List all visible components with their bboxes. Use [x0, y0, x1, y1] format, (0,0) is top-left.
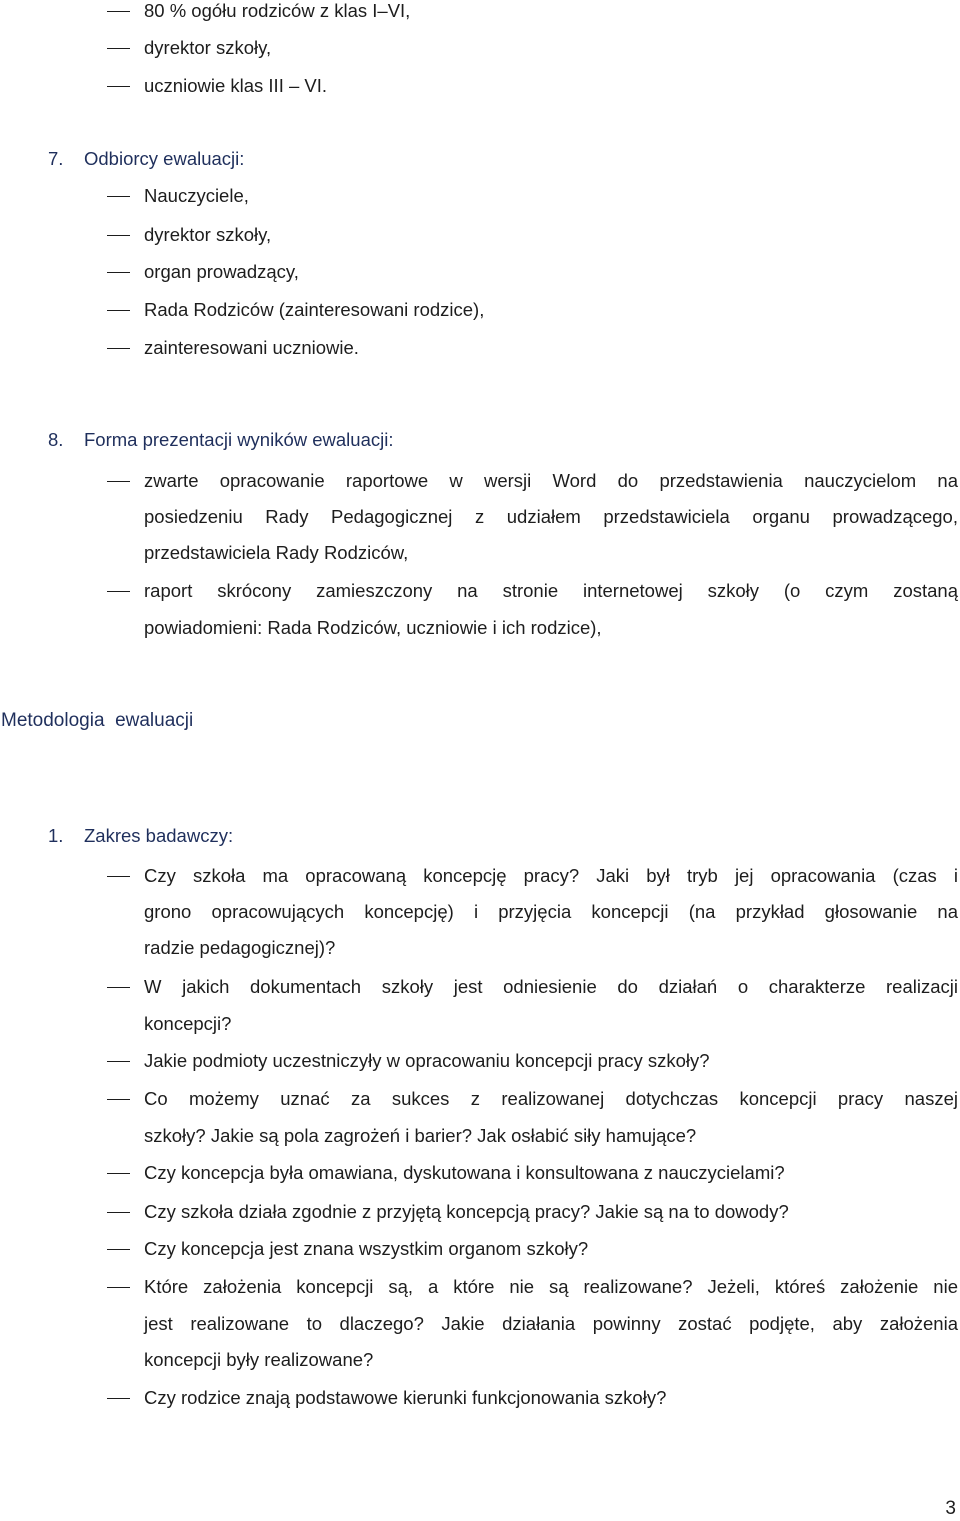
methodology-title: Metodologia ewaluacji	[1, 710, 194, 731]
list-dash	[107, 310, 130, 311]
question-line: grono opracowujących koncepcję) i przyjęcia koncepcji (na przykład głosowanie na	[144, 901, 958, 922]
list-dash	[107, 591, 130, 592]
list-item: 80 % ogółu rodziców z klas I–VI,	[144, 0, 411, 21]
question-line: Co możemy uznać za sukces z realizowanej dotychczas koncepcji pracy naszej	[144, 1088, 958, 1109]
section-number: 7.	[48, 148, 64, 169]
question-line: koncepcji?	[144, 1013, 232, 1034]
question-line: koncepcji były realizowane?	[144, 1349, 374, 1370]
question-line: szkoły? Jakie są pola zagrożeń i barier? Jak osłabić siły hamujące?	[144, 1125, 697, 1146]
section-number: 1.	[48, 825, 64, 846]
list-item: zainteresowani uczniowie.	[144, 337, 359, 358]
list-dash	[107, 1099, 130, 1100]
question-line: Jakie podmioty uczestniczyły w opracowaniu koncepcji pracy szkoły?	[144, 1050, 710, 1071]
section-heading	[48, 825, 233, 847]
list-dash	[107, 987, 130, 988]
question-line: Czy rodzice znają podstawowe kierunki funkcjonowania szkoły?	[144, 1387, 667, 1408]
list-item-line: zwarte opracowanie raportowe w wersji Word do przedstawienia nauczycielom na	[144, 470, 958, 491]
list-dash	[107, 1249, 130, 1250]
list-item: Rada Rodziców (zainteresowani rodzice),	[144, 299, 485, 320]
list-dash	[107, 348, 130, 349]
section-heading	[48, 148, 244, 170]
list-item: Nauczyciele,	[144, 185, 249, 206]
question-line: radzie pedagogicznej)?	[144, 937, 336, 958]
list-dash	[107, 1061, 130, 1062]
section-heading	[48, 429, 393, 451]
question-line: Czy szkoła ma opracowaną koncepcję pracy? Jaki był tryb jej opracowania (czas i	[144, 865, 958, 886]
question-line: Czy koncepcja jest znana wszystkim organom szkoły?	[144, 1238, 589, 1259]
list-item: organ prowadzący,	[144, 261, 299, 282]
list-dash	[107, 481, 130, 482]
list-item: dyrektor szkoły,	[144, 224, 272, 245]
list-dash	[107, 1398, 130, 1399]
list-item: dyrektor szkoły,	[144, 37, 272, 58]
list-item: uczniowie klas III – VI.	[144, 75, 328, 96]
list-item-line: przedstawiciela Rady Rodziców,	[144, 542, 409, 563]
list-dash	[107, 272, 130, 273]
list-dash	[107, 196, 130, 197]
question-line: jest realizowane to dlaczego? Jakie działania powinny zostać podjęte, aby założenia	[144, 1313, 958, 1334]
section-title: Zakres badawczy:	[84, 825, 234, 846]
list-dash	[107, 48, 130, 49]
question-line: Czy koncepcja była omawiana, dyskutowana i konsultowana z nauczycielami?	[144, 1162, 785, 1183]
section-number: 8.	[48, 429, 64, 450]
list-item-line: posiedzeniu Rady Pedagogicznej z udziałem przedstawiciela organu prowadzącego,	[144, 506, 958, 527]
section-title: Forma prezentacji wyników ewaluacji:	[84, 429, 394, 450]
list-dash	[107, 235, 130, 236]
list-dash	[107, 11, 130, 12]
list-dash	[107, 86, 130, 87]
list-item-line: powiadomieni: Rada Rodziców, uczniowie i ich rodzice),	[144, 617, 602, 638]
list-item-line: raport skrócony zamieszczony na stronie internetowej szkoły (o czym zostaną	[144, 580, 958, 601]
section-title: Odbiorcy ewaluacji:	[84, 148, 245, 169]
page-number: 3	[945, 1498, 956, 1519]
list-dash	[107, 1212, 130, 1213]
question-line: Które założenia koncepcji są, a które nie są realizowane? Jeżeli, któreś założenie nie	[144, 1276, 958, 1297]
question-line: W jakich dokumentach szkoły jest odniesienie do działań o charakterze realizacji	[144, 976, 958, 997]
list-dash	[107, 876, 130, 877]
question-line: Czy szkoła działa zgodnie z przyjętą koncepcją pracy? Jakie są na to dowody?	[144, 1201, 789, 1222]
list-dash	[107, 1287, 130, 1288]
list-dash	[107, 1173, 130, 1174]
